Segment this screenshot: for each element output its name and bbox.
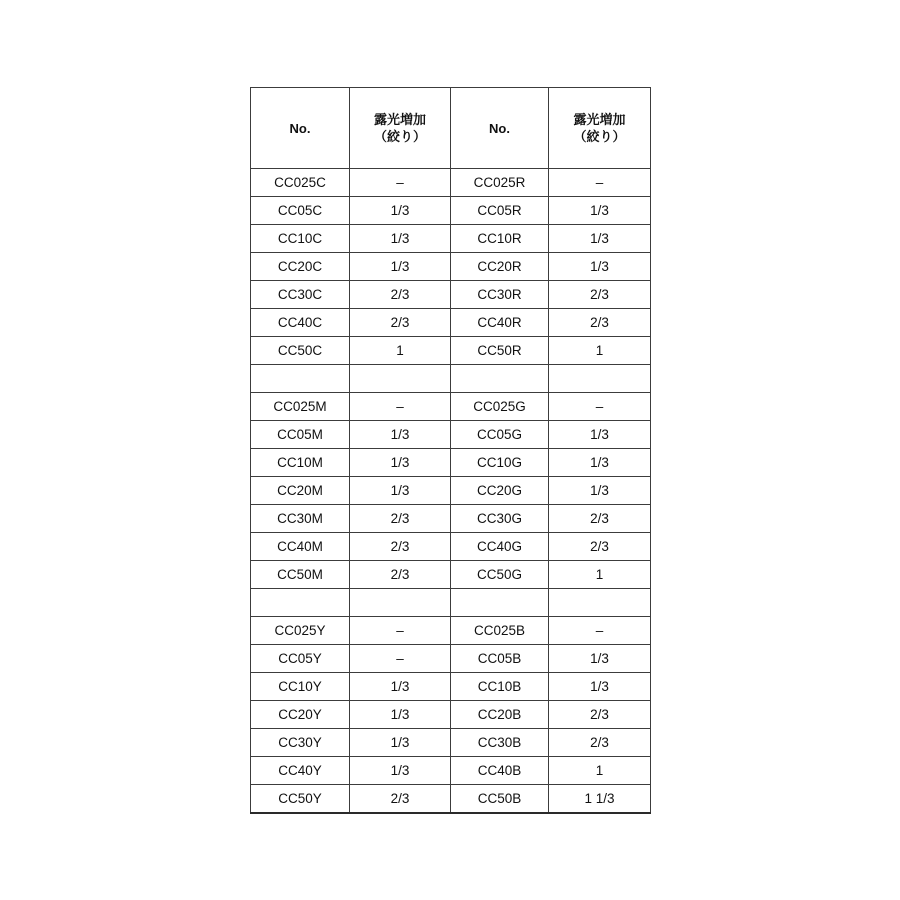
filter-exposure-table — [250, 87, 651, 814]
exposure-cell: 1/3 — [350, 673, 451, 701]
exposure-cell: – — [549, 617, 651, 645]
exposure-cell: 2/3 — [350, 533, 451, 561]
filter-no-cell: CC40B — [451, 757, 549, 785]
filter-no-cell: CC025C — [251, 169, 350, 197]
table-row — [251, 617, 651, 645]
exposure-cell: 1/3 — [549, 645, 651, 673]
table-row — [251, 645, 651, 673]
exposure-cell: 2/3 — [549, 701, 651, 729]
filter-no-cell — [251, 589, 350, 617]
exposure-cell: 2/3 — [549, 533, 651, 561]
filter-no-cell: CC40Y — [251, 757, 350, 785]
exposure-cell: – — [549, 169, 651, 197]
exposure-cell: 1/3 — [549, 197, 651, 225]
filter-no-cell: CC20C — [251, 253, 350, 281]
filter-no-cell: CC50Y — [251, 785, 350, 814]
filter-no-cell: CC20G — [451, 477, 549, 505]
filter-no-cell — [251, 365, 350, 393]
exposure-cell: 2/3 — [549, 505, 651, 533]
header-exposure-line2: （絞り） — [373, 129, 426, 144]
exposure-cell: 1/3 — [350, 729, 451, 757]
table-row — [251, 561, 651, 589]
exposure-cell: – — [549, 393, 651, 421]
exposure-cell: 1 1/3 — [549, 785, 651, 814]
exposure-cell: 1/3 — [350, 421, 451, 449]
table-row — [251, 533, 651, 561]
table-row — [251, 253, 651, 281]
table-row — [251, 785, 651, 814]
filter-no-cell: CC10M — [251, 449, 350, 477]
exposure-cell: 1/3 — [350, 253, 451, 281]
table-row — [251, 281, 651, 309]
header-row — [251, 88, 651, 169]
exposure-cell: 1 — [549, 337, 651, 365]
exposure-cell: 2/3 — [549, 281, 651, 309]
exposure-cell — [549, 365, 651, 393]
exposure-cell: 1/3 — [549, 225, 651, 253]
filter-no-cell: CC05Y — [251, 645, 350, 673]
exposure-cell: 1 — [549, 757, 651, 785]
exposure-cell: 1/3 — [350, 477, 451, 505]
filter-no-cell: CC025Y — [251, 617, 350, 645]
table-row — [251, 477, 651, 505]
exposure-cell: 1/3 — [350, 701, 451, 729]
filter-no-cell: CC05M — [251, 421, 350, 449]
exposure-cell: 2/3 — [549, 729, 651, 757]
exposure-cell: – — [350, 617, 451, 645]
exposure-cell: – — [350, 169, 451, 197]
filter-no-cell: CC40R — [451, 309, 549, 337]
table-row — [251, 225, 651, 253]
exposure-cell: 2/3 — [350, 561, 451, 589]
header-exposure-left — [350, 88, 451, 169]
table-row — [251, 505, 651, 533]
exposure-cell — [350, 365, 451, 393]
exposure-cell: 1 — [350, 337, 451, 365]
filter-no-cell — [451, 365, 549, 393]
header-exposure-line1: 露光増加 — [373, 112, 426, 127]
filter-no-cell: CC20M — [251, 477, 350, 505]
filter-no-cell: CC20Y — [251, 701, 350, 729]
filter-no-cell: CC50G — [451, 561, 549, 589]
filter-no-cell: CC40G — [451, 533, 549, 561]
exposure-cell: 1 — [549, 561, 651, 589]
table-row — [251, 673, 651, 701]
exposure-cell — [549, 589, 651, 617]
filter-no-cell: CC025R — [451, 169, 549, 197]
header-exposure-line1: 露光増加 — [573, 112, 626, 127]
filter-no-cell: CC10Y — [251, 673, 350, 701]
exposure-cell: 1/3 — [549, 421, 651, 449]
exposure-cell: 1/3 — [549, 449, 651, 477]
table-row — [251, 365, 651, 393]
filter-no-cell — [451, 589, 549, 617]
filter-no-cell: CC30M — [251, 505, 350, 533]
filter-no-cell: CC05R — [451, 197, 549, 225]
exposure-cell: 1/3 — [350, 225, 451, 253]
exposure-cell — [350, 589, 451, 617]
filter-no-cell: CC10C — [251, 225, 350, 253]
exposure-cell: 1/3 — [350, 197, 451, 225]
exposure-cell: 1/3 — [350, 449, 451, 477]
filter-no-cell: CC30R — [451, 281, 549, 309]
table-row — [251, 309, 651, 337]
table-row — [251, 393, 651, 421]
filter-no-cell: CC30B — [451, 729, 549, 757]
header-exposure-right — [549, 88, 651, 169]
header-exposure-line2: （絞り） — [573, 129, 626, 144]
filter-no-cell: CC025B — [451, 617, 549, 645]
table-row — [251, 421, 651, 449]
filter-no-cell: CC05C — [251, 197, 350, 225]
filter-no-cell: CC10R — [451, 225, 549, 253]
filter-no-cell: CC50B — [451, 785, 549, 814]
table-row — [251, 449, 651, 477]
exposure-cell: 1/3 — [549, 253, 651, 281]
filter-no-cell: CC30Y — [251, 729, 350, 757]
filter-no-cell: CC50C — [251, 337, 350, 365]
table-row — [251, 169, 651, 197]
table-row — [251, 729, 651, 757]
exposure-cell: 2/3 — [350, 309, 451, 337]
exposure-cell: 2/3 — [549, 309, 651, 337]
filter-no-cell: CC30G — [451, 505, 549, 533]
filter-no-cell: CC025M — [251, 393, 350, 421]
filter-no-cell: CC20B — [451, 701, 549, 729]
exposure-cell: 2/3 — [350, 785, 451, 814]
table-row — [251, 337, 651, 365]
exposure-cell: – — [350, 393, 451, 421]
table-body — [251, 169, 651, 814]
header-no-left: No. — [251, 88, 350, 169]
filter-no-cell: CC50M — [251, 561, 350, 589]
exposure-cell: 2/3 — [350, 281, 451, 309]
exposure-cell: 1/3 — [350, 757, 451, 785]
table-row — [251, 757, 651, 785]
filter-no-cell: CC40C — [251, 309, 350, 337]
filter-no-cell: CC10B — [451, 673, 549, 701]
table-row — [251, 197, 651, 225]
filter-no-cell: CC025G — [451, 393, 549, 421]
filter-no-cell: CC10G — [451, 449, 549, 477]
filter-no-cell: CC05B — [451, 645, 549, 673]
filter-no-cell: CC20R — [451, 253, 549, 281]
filter-no-cell: CC50R — [451, 337, 549, 365]
table-row — [251, 701, 651, 729]
exposure-cell: 1/3 — [549, 673, 651, 701]
exposure-cell: 2/3 — [350, 505, 451, 533]
exposure-cell: – — [350, 645, 451, 673]
table-row — [251, 589, 651, 617]
filter-no-cell: CC40M — [251, 533, 350, 561]
exposure-cell: 1/3 — [549, 477, 651, 505]
header-no-right: No. — [451, 88, 549, 169]
filter-no-cell: CC05G — [451, 421, 549, 449]
filter-no-cell: CC30C — [251, 281, 350, 309]
